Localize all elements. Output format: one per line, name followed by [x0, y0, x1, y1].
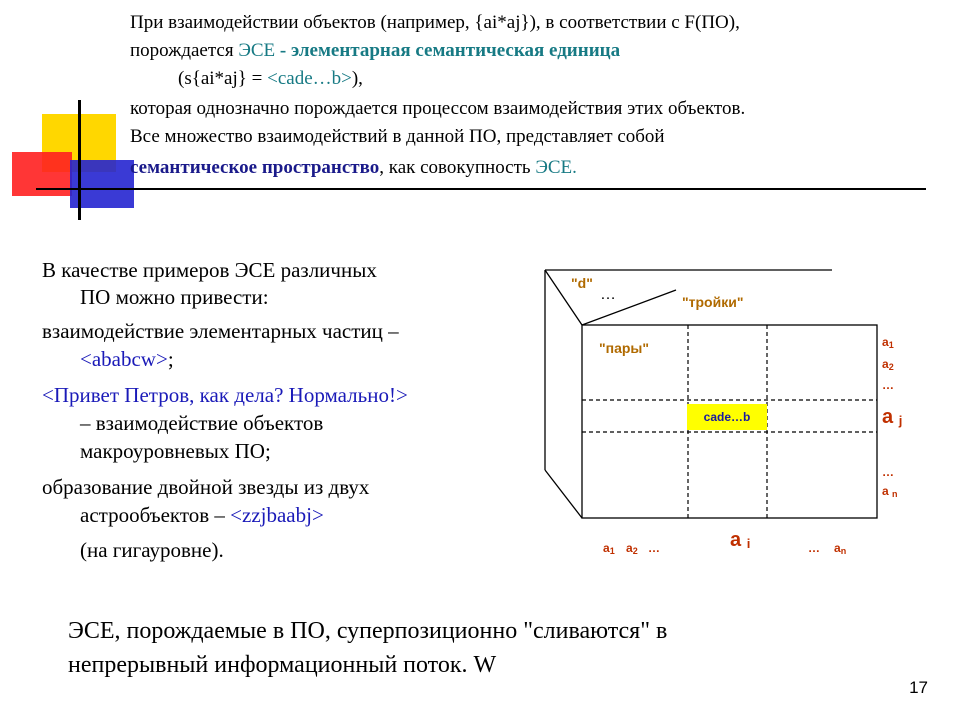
axis-index: j — [898, 413, 903, 428]
axis-index: 2 — [632, 546, 638, 556]
axis-label-a2-bottom — [626, 541, 638, 558]
axis-index: i — [746, 536, 751, 551]
axis-index: 2 — [888, 362, 894, 372]
header-text: порождается — [130, 40, 239, 61]
axis-dots: … — [882, 378, 894, 392]
axis-label-a1 — [882, 335, 894, 352]
axis-label-a2 — [882, 357, 894, 374]
axis-label-ai — [730, 529, 751, 551]
header-line-5: Все множество взаимодействий в данной ПО, представляет собой — [130, 126, 665, 147]
axis-symbol: a — [882, 335, 889, 349]
term-semantic-space: семантическое пространство — [130, 157, 380, 178]
example-2-quote: <Привет Петров, как дела? Нормально!> — [42, 383, 408, 407]
axis-dots: … — [808, 541, 820, 555]
example-1-line-1: взаимодействие элементарных частиц – — [42, 319, 399, 343]
axis-index: n — [840, 546, 847, 556]
example-3-line-3: (на гигауровне). — [80, 538, 224, 562]
axis-index: 1 — [609, 546, 615, 556]
axis-label-a1-bottom — [603, 541, 615, 558]
intro-line-2: ПО можно привести: — [80, 285, 269, 309]
formula-value: <cade…b> — [267, 68, 352, 89]
axis-symbol: a — [882, 357, 889, 371]
axis-symbol: a — [603, 541, 610, 555]
header-text: (s{ai*aj} = — [178, 68, 268, 89]
header-text: ), — [351, 68, 363, 89]
example-3-line-1: образование двойной звезды из двух — [42, 475, 370, 499]
conclusion-line-2: непрерывный информационный поток. W — [68, 652, 497, 678]
example-code: <ababcw> — [80, 347, 168, 371]
label-pairs: "пары" — [599, 340, 650, 356]
term-ese: ЭСЕ. — [535, 157, 577, 178]
axis-symbol: a — [730, 529, 742, 551]
header-line-1: При взаимодействии объектов (например, {ai*aj}), в соответствии с F(ПО), — [130, 12, 740, 33]
example-2-line-3: макроуровневых ПО; — [80, 439, 271, 463]
axis-index: n — [892, 489, 898, 499]
highlighted-cell: cade…b — [687, 404, 767, 430]
axis-symbol: a — [834, 541, 841, 555]
intro-line-1: В качестве примеров ЭСЕ различных — [42, 258, 377, 282]
axis-symbol: a — [626, 541, 633, 555]
page-number: 17 — [909, 678, 928, 697]
axis-dots: … — [882, 465, 894, 479]
axis-index: 1 — [888, 340, 894, 350]
ese-definition: - элементарная семантическая единица — [275, 40, 621, 61]
triples-plane-edge — [582, 290, 676, 325]
axis-label-an — [882, 484, 898, 501]
example-2-line-2: – взаимодействие объектов — [80, 411, 324, 435]
axis-symbol: a — [882, 484, 889, 498]
label-d: "d" — [571, 275, 593, 291]
label-triples: "тройки" — [682, 294, 744, 310]
example-text: астрообъектов – — [80, 503, 231, 527]
header-text: , как совокупность — [379, 157, 536, 178]
conclusion-line-1: ЭСЕ, порождаемые в ПО, суперпозиционно "сливаются" в — [68, 618, 668, 644]
term-ese: ЭСЕ — [238, 40, 276, 61]
example-text: ; — [167, 347, 174, 371]
axis-symbol: a — [882, 406, 894, 428]
cube-depth-edge-bottom — [545, 470, 582, 518]
header-line-4: которая однозначно порождается процессом взаимодействия этих объектов. — [130, 98, 746, 119]
example-code: <zzjbaabj> — [230, 503, 324, 527]
axis-dots: … — [648, 541, 660, 555]
axis-label-an-bottom — [834, 541, 846, 558]
label-dots: … — [600, 286, 616, 303]
axis-label-aj — [882, 406, 903, 428]
